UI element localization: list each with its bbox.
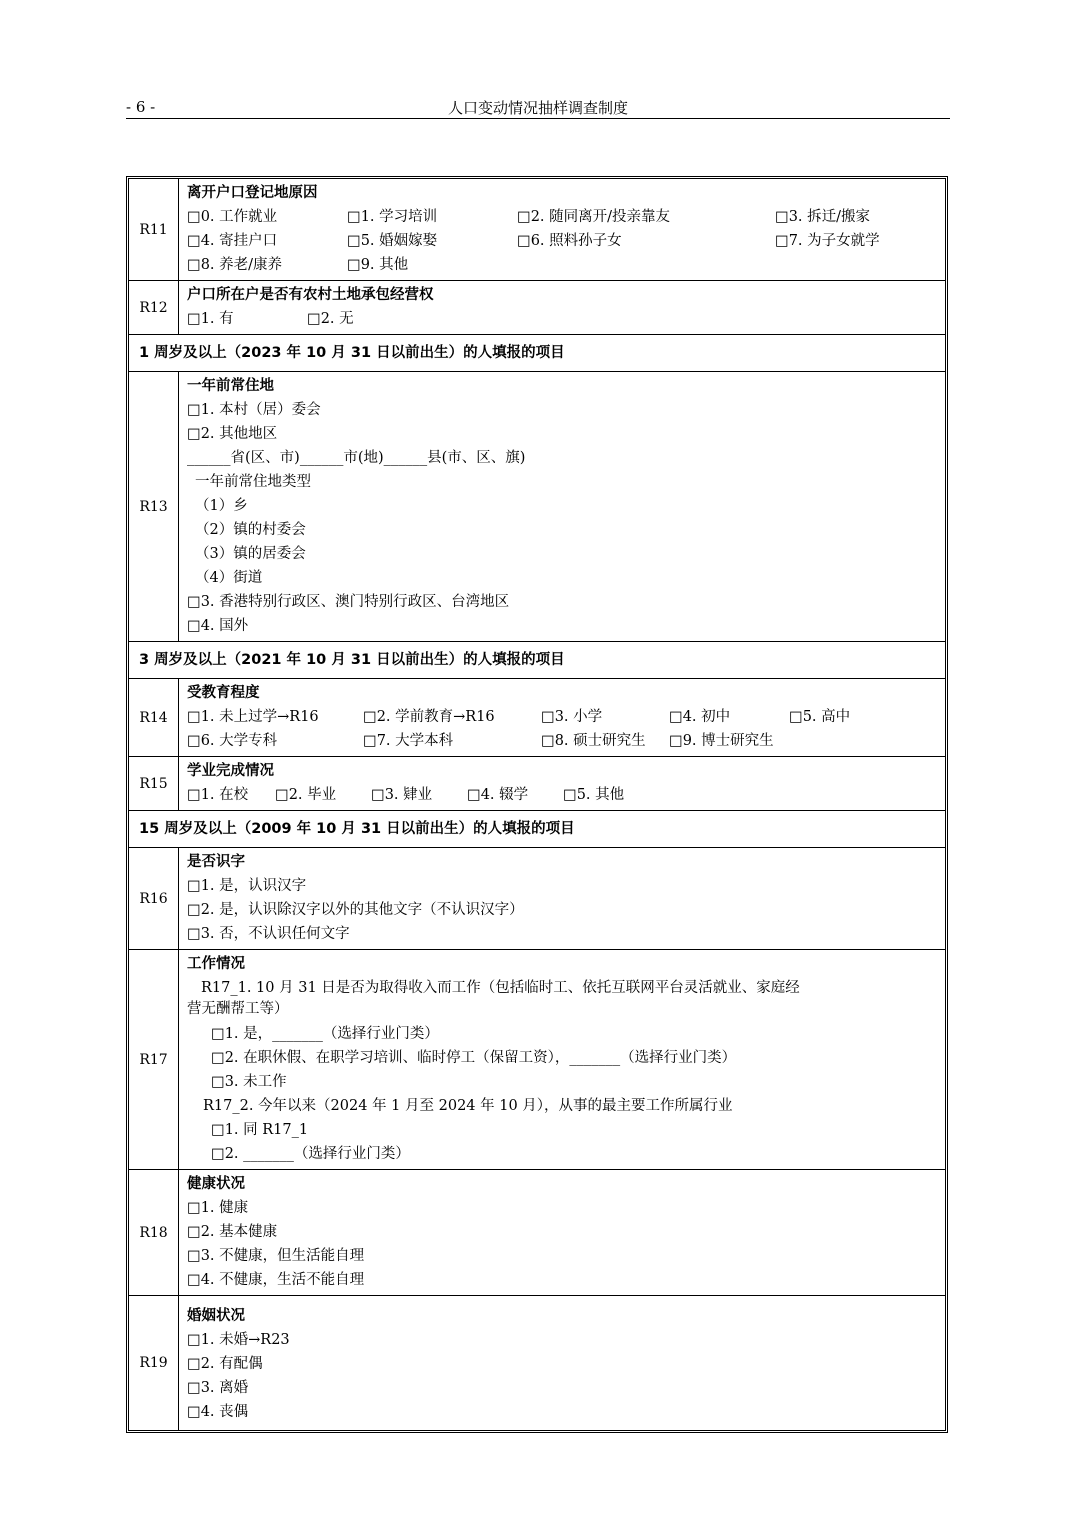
option-checkbox[interactable]: □1. 未婚→R23	[187, 1332, 290, 1348]
question-r18	[129, 1169, 945, 1295]
option-checkbox[interactable]: □6. 照料孙子女	[517, 233, 622, 249]
option-checkbox[interactable]: □2. 学前教育→R16	[363, 709, 495, 725]
question-r19	[129, 1295, 945, 1430]
page-number: - 6 -	[126, 98, 156, 116]
option-checkbox[interactable]: □2. 是，认识除汉字以外的其他文字（不认识汉字）	[187, 902, 524, 918]
sub-option[interactable]: （1）乡	[195, 498, 248, 514]
question-code: R14	[129, 679, 179, 756]
option-checkbox[interactable]: □1. 健康	[187, 1200, 249, 1216]
question-r17	[129, 949, 945, 1169]
question-r12	[129, 280, 945, 334]
option-checkbox[interactable]: □2. 基本健康	[187, 1224, 278, 1240]
option-checkbox[interactable]: □8. 硕士研究生	[541, 733, 646, 749]
question-title: 婚姻状况	[187, 1308, 245, 1324]
sub-option[interactable]: （2）镇的村委会	[195, 522, 306, 538]
sub-question-label: R17_1. 10 月 31 日是否为取得收入而工作（包括临时工、依托互联网平台灵活就业、家庭经营无酬帮工等）	[187, 980, 800, 1017]
question-r16	[129, 847, 945, 949]
question-code: R17	[129, 950, 179, 1169]
option-checkbox[interactable]: □5. 其他	[563, 787, 625, 803]
document-title: 人口变动情况抽样调查制度	[447, 99, 628, 117]
option-checkbox[interactable]: □1. 是，_______（选择行业门类）	[211, 1026, 439, 1042]
question-code: R19	[129, 1296, 179, 1430]
section-heading: 1 周岁及以上（2023 年 10 月 31 日以前出生）的人填报的项目	[129, 334, 945, 371]
question-code: R11	[129, 179, 179, 280]
question-r14	[129, 678, 945, 756]
option-checkbox[interactable]: □4. 丧偶	[187, 1404, 249, 1420]
option-checkbox[interactable]: □6. 大学专科	[187, 733, 278, 749]
question-title: 工作情况	[187, 956, 245, 972]
question-title: 离开户口登记地原因	[187, 185, 318, 201]
option-checkbox[interactable]: □3. 肄业	[371, 787, 433, 803]
question-title: 学业完成情况	[187, 763, 274, 779]
option-checkbox[interactable]: □5. 婚姻嫁娶	[347, 233, 438, 249]
option-checkbox[interactable]: □2. 随同离开/投亲靠友	[517, 209, 671, 225]
option-checkbox[interactable]: □9. 其他	[347, 257, 409, 273]
option-checkbox[interactable]: □1. 有	[187, 311, 234, 327]
option-checkbox[interactable]: □2. 其他地区	[187, 426, 278, 442]
option-checkbox[interactable]: □3. 离婚	[187, 1380, 249, 1396]
option-checkbox[interactable]: □7. 大学本科	[363, 733, 454, 749]
option-checkbox[interactable]: □2. _______（选择行业门类）	[211, 1146, 410, 1162]
option-checkbox[interactable]: □3. 香港特别行政区、澳门特别行政区、台湾地区	[187, 594, 510, 610]
option-checkbox[interactable]: □4. 初中	[669, 709, 731, 725]
option-checkbox[interactable]: □4. 国外	[187, 618, 249, 634]
location-fill-in[interactable]: ______省(区、市)______市(地)______县(市、区、旗)	[187, 450, 526, 466]
sub-question-label: 一年前常住地类型	[195, 474, 311, 490]
option-checkbox[interactable]: □3. 否，不认识任何文字	[187, 926, 350, 942]
option-checkbox[interactable]: □4. 不健康，生活不能自理	[187, 1272, 365, 1288]
option-checkbox[interactable]: □4. 辍学	[467, 787, 529, 803]
option-checkbox[interactable]: □8. 养老/康养	[187, 257, 283, 273]
option-checkbox[interactable]: □4. 寄挂户口	[187, 233, 278, 249]
option-checkbox[interactable]: □1. 本村（居）委会	[187, 402, 321, 418]
sub-option[interactable]: （4）街道	[195, 570, 263, 586]
option-checkbox[interactable]: □1. 同 R17_1	[211, 1122, 309, 1138]
option-checkbox[interactable]: □7. 为子女就学	[775, 233, 880, 249]
option-checkbox[interactable]: □2. 在职休假、在职学习培训、临时停工（保留工资），_______（选择行业门类）	[211, 1050, 737, 1066]
question-code: R18	[129, 1170, 179, 1295]
sub-option[interactable]: （3）镇的居委会	[195, 546, 306, 562]
question-code: R15	[129, 757, 179, 810]
question-code: R16	[129, 848, 179, 949]
question-r15	[129, 756, 945, 810]
question-title: 一年前常住地	[187, 378, 274, 394]
option-checkbox[interactable]: □0. 工作就业	[187, 209, 278, 225]
question-r13	[129, 371, 945, 641]
option-checkbox[interactable]: □5. 高中	[789, 709, 851, 725]
option-checkbox[interactable]: □1. 是，认识汉字	[187, 878, 307, 894]
option-checkbox[interactable]: □2. 无	[307, 311, 354, 327]
option-checkbox[interactable]: □3. 不健康，但生活能自理	[187, 1248, 365, 1264]
question-title: 户口所在户是否有农村土地承包经营权	[187, 287, 434, 303]
option-checkbox[interactable]: □3. 拆迁/搬家	[775, 209, 871, 225]
question-code: R12	[129, 281, 179, 334]
question-r11	[129, 179, 945, 280]
question-title: 受教育程度	[187, 685, 260, 701]
option-checkbox[interactable]: □1. 学习培训	[347, 209, 438, 225]
question-code: R13	[129, 372, 179, 641]
option-checkbox[interactable]: □2. 有配偶	[187, 1356, 263, 1372]
sub-question-label: R17_2. 今年以来（2024 年 1 月至 2024 年 10 月），从事的最主要工作所属行业	[203, 1098, 733, 1114]
option-checkbox[interactable]: □2. 毕业	[275, 787, 337, 803]
question-title: 健康状况	[187, 1176, 245, 1192]
option-checkbox[interactable]: □3. 未工作	[211, 1074, 287, 1090]
survey-form	[126, 176, 948, 1433]
option-checkbox[interactable]: □1. 在校	[187, 787, 249, 803]
section-heading: 15 周岁及以上（2009 年 10 月 31 日以前出生）的人填报的项目	[129, 810, 945, 847]
option-checkbox[interactable]: □1. 未上过学→R16	[187, 709, 319, 725]
option-checkbox[interactable]: □3. 小学	[541, 709, 603, 725]
question-title: 是否识字	[187, 854, 245, 870]
section-heading: 3 周岁及以上（2021 年 10 月 31 日以前出生）的人填报的项目	[129, 641, 945, 678]
option-checkbox[interactable]: □9. 博士研究生	[669, 733, 774, 749]
page-header	[126, 96, 950, 119]
